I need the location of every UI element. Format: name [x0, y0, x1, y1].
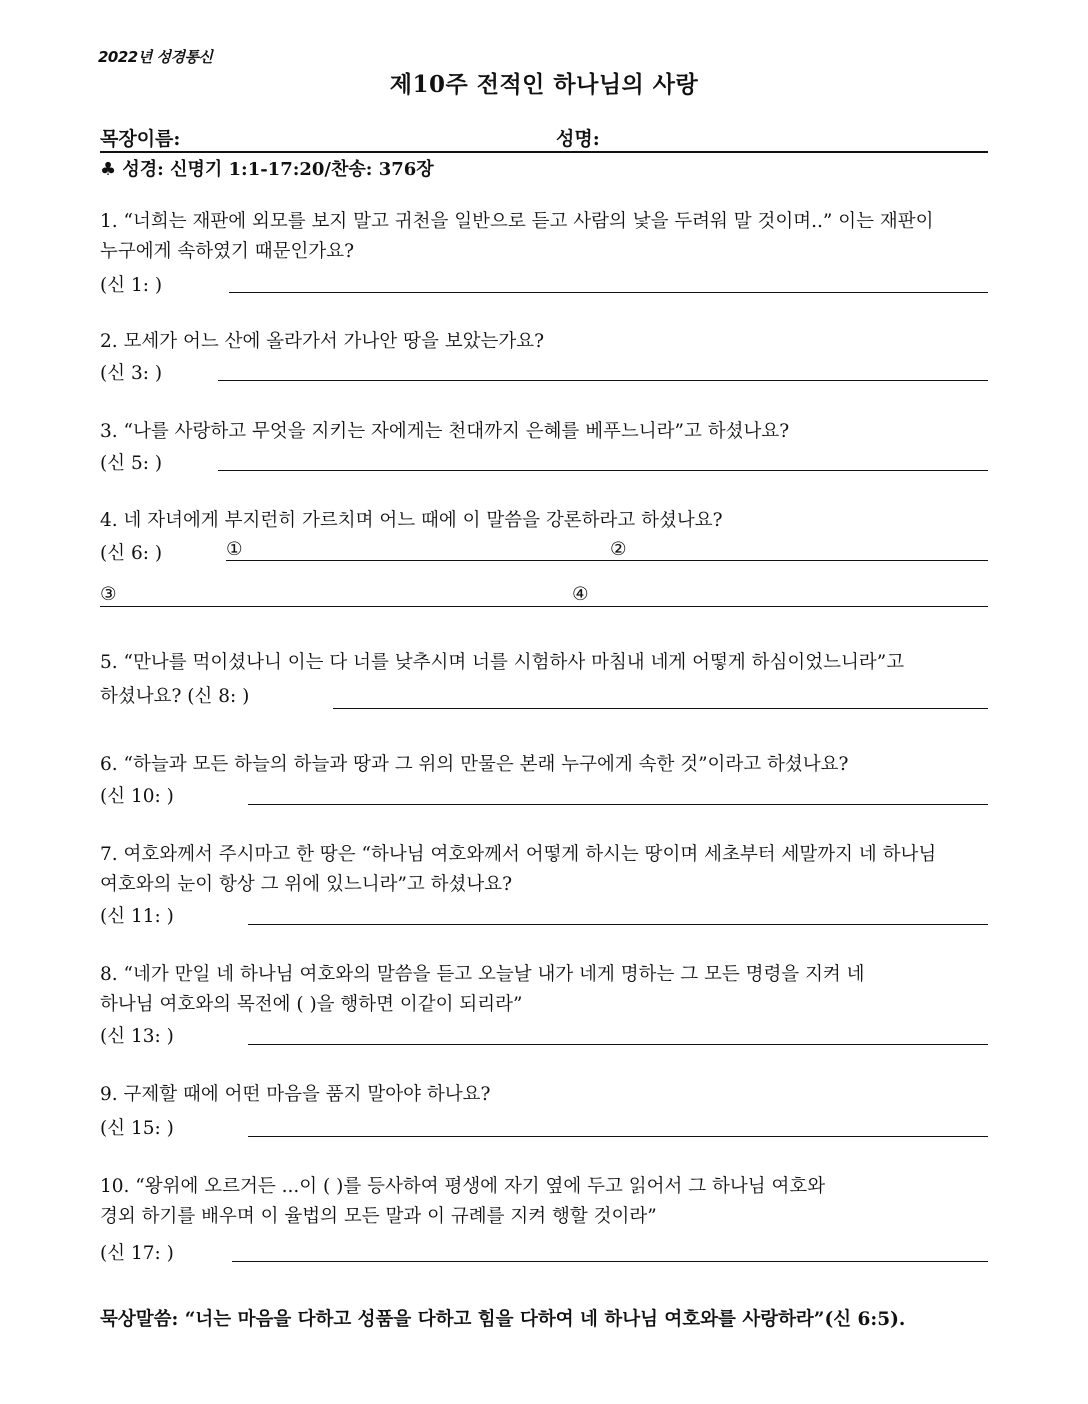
answer-line-4a[interactable]	[226, 560, 988, 561]
question-2-ref: (신 3: )	[100, 363, 163, 384]
question-7	[100, 840, 936, 900]
question-3-ref: (신 5: )	[100, 453, 163, 474]
question-8-ref: (신 13: )	[100, 1026, 174, 1047]
question-6: 6. “하늘과 모든 하늘의 하늘과 땅과 그 위의 만물은 본래 누구에게 속한 것”이라고 하셨나요?	[100, 754, 849, 775]
answer-line-5[interactable]	[333, 708, 988, 709]
answer-line-1[interactable]	[229, 292, 988, 293]
answer-mark-3: ③	[100, 584, 117, 605]
question-1-line2: 누구에게 속하였기 때문인가요?	[100, 241, 355, 262]
question-8-line1: 8. “네가 만일 네 하나님 여호와의 말씀을 듣고 오늘날 내가 네게 명하는 그 모든 명령을 지켜 네	[100, 964, 865, 985]
group-name-label: 목장이름:	[100, 128, 181, 150]
corner-heading: 2022년 성경통신	[98, 48, 213, 66]
question-10-line2: 경외 하기를 배우며 이 율법의 모든 말과 이 규례를 지켜 행할 것이라”	[100, 1206, 657, 1227]
question-1-ref: (신 1: )	[100, 275, 163, 296]
student-name-label: 성명:	[556, 128, 600, 150]
question-1-line1: 1. “너희는 재판에 외모를 보지 말고 귀천을 일반으로 듣고 사람의 낯을 두려워 말 것이며..” 이는 재판이	[100, 211, 934, 232]
question-5-line2: 하셨나요? (신 8: )	[100, 686, 250, 707]
name-fill-line[interactable]	[100, 151, 988, 153]
meditation-verse: 묵상말씀: “너는 마음을 다하고 성품을 다하고 힘을 다하여 네 하나님 여호와를 사랑하라”(신 6:5).	[100, 1309, 906, 1330]
question-8	[100, 960, 865, 1020]
answer-mark-1: ①	[226, 539, 243, 560]
question-10-line1: 10. “왕위에 오르거든 ...이 ( )를 등사하여 평생에 자기 옆에 두고 읽어서 그 하나님 여호와	[100, 1176, 826, 1197]
answer-line-6[interactable]	[248, 804, 988, 805]
question-4: 4. 네 자녀에게 부지런히 가르치며 어느 때에 이 말씀을 강론하라고 하셨나요?	[100, 510, 723, 531]
answer-line-9[interactable]	[248, 1136, 988, 1137]
question-5-line1: 5. “만나를 먹이셨나니 이는 다 너를 낮추시며 너를 시험하사 마침내 네게 어떻게 하심이었느니라”고	[100, 652, 905, 673]
question-4-ref: (신 6: )	[100, 543, 163, 564]
question-1	[100, 207, 934, 267]
question-7-line1: 7. 여호와께서 주시마고 한 땅은 “하나님 여호와께서 어떻게 하시는 땅이며 세초부터 세말까지 네 하나님	[100, 844, 937, 865]
question-7-line2: 여호와의 눈이 항상 그 위에 있느니라”고 하셨나요?	[100, 874, 513, 895]
question-8-line2: 하나님 여호와의 목전에 ( )을 행하면 이같이 되리라”	[100, 994, 523, 1015]
answer-line-10[interactable]	[232, 1261, 988, 1262]
question-9-ref: (신 15: )	[100, 1118, 174, 1139]
answer-mark-2: ②	[610, 539, 627, 560]
answer-mark-4: ④	[572, 584, 589, 605]
answer-line-8[interactable]	[248, 1044, 988, 1045]
scripture-reading: ♣ 성경: 신명기 1:1-17:20/찬송: 376장	[100, 159, 434, 180]
answer-line-2[interactable]	[218, 380, 988, 381]
question-10-ref: (신 17: )	[100, 1243, 174, 1264]
page-title: 제10주 전적인 하나님의 사랑	[389, 71, 699, 98]
question-2: 2. 모세가 어느 산에 올라가서 가나안 땅을 보았는가요?	[100, 331, 545, 352]
question-6-ref: (신 10: )	[100, 786, 174, 807]
question-7-ref: (신 11: )	[100, 906, 174, 927]
answer-line-3[interactable]	[218, 470, 988, 471]
question-5	[100, 648, 904, 712]
answer-line-4b[interactable]	[100, 606, 988, 607]
question-3: 3. “나를 사랑하고 무엇을 지키는 자에게는 천대까지 은혜를 베푸느니라”고 하셨나요?	[100, 421, 790, 442]
question-10	[100, 1172, 825, 1232]
answer-line-7[interactable]	[248, 924, 988, 925]
question-9: 9. 구제할 때에 어떤 마음을 품지 말아야 하나요?	[100, 1084, 491, 1105]
